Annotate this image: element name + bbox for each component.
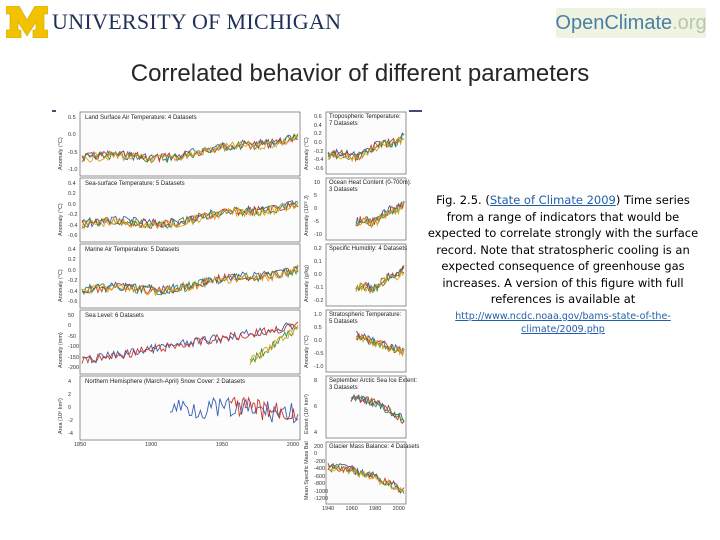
left-panel-ylabel: Area (10⁶ km²) <box>58 398 64 434</box>
left-xtick: 1950 <box>215 442 229 448</box>
right-panel-ylabel: Anomaly (°C) <box>304 335 310 368</box>
openclimate-logo <box>556 8 706 38</box>
left-panel-ylabel: Anomaly (mm) <box>58 332 64 368</box>
right-ytick: 200 <box>314 444 324 450</box>
left-ytick: 0 <box>68 323 72 330</box>
openclimate-logo-suffix: .org <box>672 11 707 34</box>
right-panel-title: September Arctic Sea Ice Extent: 3 Datasets <box>329 378 418 391</box>
left-panel-ylabel: Anomaly (°C) <box>58 203 64 236</box>
right-ytick: 0.1 <box>314 259 322 265</box>
left-ytick: -0.6 <box>68 233 78 239</box>
left-panel-title: Sea Level: 6 Datasets <box>85 313 144 319</box>
right-ytick: -0.2 <box>314 298 324 304</box>
left-ytick: -0.6 <box>68 299 78 305</box>
caption-body: ) Time series from a range of indicators that would be expected to correlate strongly with the surface record. Note that stratospheric cooling is an expected consequence of greenhouse gas increases. A version of this figure with full references is available at <box>427 193 699 306</box>
left-panel-title: Northern Hemisphere (March-April) Snow Cover: 2 Datasets <box>85 379 246 385</box>
right-ytick: -600 <box>314 473 326 480</box>
right-ytick: 1.0 <box>314 312 322 318</box>
right-xtick: 1940 <box>322 506 335 512</box>
left-ytick: -0.2 <box>68 278 78 285</box>
right-ytick: 0 <box>314 206 318 212</box>
right-ytick: 5 <box>314 193 318 199</box>
right-panel-frame <box>326 442 406 504</box>
right-panel-title: Stratospheric Temperature: 5 Datasets <box>329 312 402 325</box>
left-ytick: -200 <box>68 365 80 371</box>
left-panel-ylabel: Anomaly (°C) <box>58 269 64 302</box>
left-panel-title: Marine Air Temperature: 5 Datasets <box>85 247 180 253</box>
right-xtick: 1960 <box>345 506 358 512</box>
right-panel-ylabel: Anomaly (g/kg) <box>304 265 310 302</box>
left-ytick: 0.5 <box>68 115 76 121</box>
right-ytick: 6 <box>314 404 318 410</box>
right-ytick: 0.6 <box>314 114 322 120</box>
right-xtick: 1980 <box>369 506 382 512</box>
university-of-michigan-logo <box>6 4 341 40</box>
left-panel-ylabel: Anomaly (°C) <box>58 137 64 170</box>
right-ytick: -0.2 <box>314 148 324 155</box>
right-ytick: -1.0 <box>314 364 324 370</box>
right-ytick: 0.0 <box>314 272 322 278</box>
left-ytick: 0.4 <box>68 247 76 253</box>
right-ytick: 0.4 <box>314 122 322 129</box>
right-ytick: -200 <box>314 458 326 465</box>
right-panel-title: Ocean Heat Content (0-700m): 3 Datasets <box>329 180 412 193</box>
left-ytick: -0.4 <box>68 288 78 295</box>
left-ytick: -150 <box>68 354 80 361</box>
right-panel-ylabel: Mean Specific Mass Bal <box>304 441 310 500</box>
right-ytick: 0 <box>314 451 318 458</box>
left-ytick: 50 <box>68 313 75 319</box>
right-ytick: -1000 <box>314 488 329 495</box>
left-ytick: 0.0 <box>68 132 76 139</box>
right-panel-title: Tropospheric Temperature: 7 Datasets <box>329 114 401 127</box>
left-ytick: -0.4 <box>68 222 78 229</box>
right-panel-ylabel: Anomaly (°C) <box>304 137 310 170</box>
university-name: UNIVERSITY OF MICHIGAN <box>52 9 342 34</box>
openclimate-logo-main: OpenClimate <box>555 11 673 34</box>
right-ytick: -400 <box>314 466 326 473</box>
left-ytick: 4 <box>68 379 72 385</box>
right-ytick: 4 <box>314 430 318 436</box>
left-ytick: 0.0 <box>68 201 76 208</box>
left-ytick: -100 <box>68 344 80 351</box>
left-xtick: 1850 <box>74 442 87 448</box>
right-ytick: -10 <box>314 232 322 238</box>
right-ytick: 0.0 <box>314 338 322 344</box>
left-ytick: 0.2 <box>68 191 76 198</box>
noaa-url-link[interactable]: http://www.ncdc.noaa.gov/bams-state-of-the-climate/2009.php <box>455 310 671 335</box>
left-ytick: 0.4 <box>68 181 76 187</box>
figure-caption <box>422 192 704 336</box>
right-xtick: 2000 <box>392 506 405 512</box>
left-ytick: -50 <box>68 333 76 340</box>
right-ytick: -0.4 <box>314 157 324 164</box>
right-panel-title: Glacier Mass Balance: 4 Datasets <box>329 444 420 450</box>
right-panel-ylabel: Anomaly (10²² J) <box>304 195 310 236</box>
right-ytick: 0.2 <box>314 246 322 252</box>
left-ytick: -2 <box>68 418 73 424</box>
caption-prefix: Fig. 2.5. ( <box>436 193 490 207</box>
left-ytick: -4 <box>68 431 73 437</box>
block-m-icon <box>6 6 48 38</box>
left-ytick: 0.2 <box>68 257 76 264</box>
right-ytick: -0.5 <box>314 351 324 357</box>
right-ytick: -5 <box>314 219 319 225</box>
left-panel-title: Land Surface Air Temperature: 4 Datasets <box>85 115 197 121</box>
right-panel-ylabel: Extent (10⁶ km²) <box>304 394 310 434</box>
right-ytick: -1200 <box>314 496 329 502</box>
right-ytick: 0.0 <box>314 140 322 146</box>
right-panel-title: Specific Humidity: 4 Datasets <box>329 246 408 252</box>
left-xtick: 1900 <box>144 442 158 448</box>
left-ytick: -0.2 <box>68 212 78 219</box>
right-ytick: 8 <box>314 378 318 384</box>
left-ytick: -0.5 <box>68 149 78 156</box>
indicator-figure <box>56 108 420 518</box>
left-xtick: 2000 <box>286 442 300 448</box>
left-ytick: 0.0 <box>68 267 76 274</box>
right-ytick: 0.2 <box>314 131 322 138</box>
right-ytick: -0.6 <box>314 166 324 172</box>
left-ytick: 0 <box>68 405 72 411</box>
slide-title: Correlated behavior of different parameters <box>130 60 590 87</box>
right-ytick: -800 <box>314 481 326 488</box>
right-ytick: 10 <box>314 180 321 186</box>
left-ytick: 2 <box>68 392 72 398</box>
left-panel-title: Sea-surface Temperature: 5 Datasets <box>85 181 185 187</box>
left-ytick: -1.0 <box>68 167 78 173</box>
right-panel-frame <box>326 244 406 306</box>
right-ytick: -0.1 <box>314 285 324 291</box>
right-ytick: 0.5 <box>314 325 322 331</box>
state-of-climate-link[interactable]: State of Climate 2009 <box>489 193 616 207</box>
